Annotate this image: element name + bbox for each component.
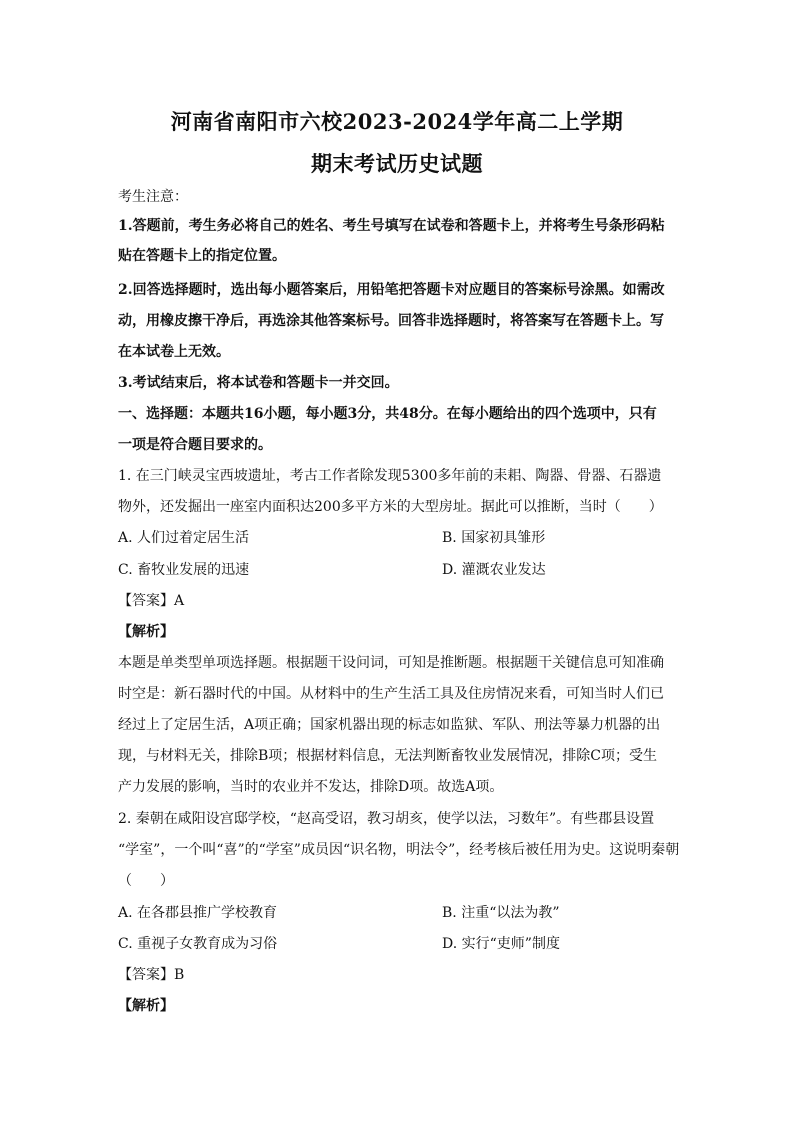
question-2-option-c: C. 重视子女教育成为习俗 <box>118 936 278 952</box>
question-1-analysis-line-1: 本题是单类型单项选择题。根据题干设问词，可知是推断题。根据题干关键信息可知准确 <box>118 655 664 671</box>
exam-title-line2: 期末考试历史试题 <box>311 151 483 176</box>
question-2-stem-line-1: 2. 秦朝在咸阳设宫邸学校，“赵高受诏，教习胡亥，使学以法，习数年”。有些郡县设置 <box>118 811 655 827</box>
question-1-analysis-label: 【解析】 <box>118 624 174 640</box>
question-2-analysis-label: 【解析】 <box>118 998 174 1014</box>
question-2-answer: 【答案】B <box>118 967 185 983</box>
question-1-analysis-line-4: 现，与材料无关，排除B项；根据材料信息，无法判断畜牧业发展情况，排除C项；受生 <box>118 748 657 764</box>
question-2-stem-line-2: “学室”，一个叫“喜”的“学室”成员因“识名物，明法令”，经考核后被任用为史。这说明秦朝 <box>118 842 680 858</box>
question-2-option-d: D. 实行“吏师”制度 <box>442 936 560 952</box>
question-1-answer: 【答案】A <box>118 593 185 609</box>
question-1-analysis-line-5: 产力发展的影响，当时的农业并不发达，排除D项。故选A项。 <box>118 779 504 795</box>
question-2-stem-line-3: （ ） <box>118 873 174 889</box>
question-1-analysis-line-2: 时空是：新石器时代的中国。从材料中的生产生活工具及住房情况来看，可知当时人们已 <box>118 686 664 702</box>
question-1-analysis-line-3: 经过上了定居生活，A项正确；国家机器出现的标志如监狱、军队、刑法等暴力机器的出 <box>118 717 661 733</box>
exam-title-line1: 河南省南阳市六校2023-2024学年高二上学期 <box>170 109 624 134</box>
notice-item-2-line-2: 动，用橡皮擦干净后，再选涂其他答案标号。回答非选择题时，将答案写在答题卡上。写 <box>118 313 664 329</box>
question-1-option-d: D. 灌溉农业发达 <box>442 562 546 578</box>
question-1-option-c: C. 畜牧业发展的迅速 <box>118 562 250 578</box>
notice-heading: 考生注意： <box>118 189 188 205</box>
notice-item-1-line-2: 贴在答题卡上的指定位置。 <box>118 248 286 264</box>
question-1-stem-line-2: 物外，还发掘出一座室内面积达200多平方米的大型房址。据此可以推断，当时（ ） <box>118 499 663 515</box>
section-1-heading-line-2: 一项是符合题目要求的。 <box>118 437 272 453</box>
notice-item-1-line-1: 1.答题前，考生务必将自己的姓名、考生号填写在试卷和答题卡上，并将考生号条形码粘 <box>118 218 665 234</box>
question-1-stem-line-1: 1. 在三门峡灵宝西坡遗址，考古工作者除发现5300多年前的耒耜、陶器、骨器、石器遗 <box>118 468 662 484</box>
notice-item-3: 3.考试结束后，将本试卷和答题卡一并交回。 <box>118 375 399 391</box>
question-1-option-b: B. 国家初具雏形 <box>442 530 546 546</box>
section-1-heading-line-1: 一、选择题：本题共16小题，每小题3分，共48分。在每小题给出的四个选项中，只有 <box>118 406 657 422</box>
question-1-option-a: A. 人们过着定居生活 <box>118 530 250 546</box>
question-2-option-a: A. 在各郡县推广学校教育 <box>118 905 278 921</box>
question-2-option-b: B. 注重“以法为教” <box>442 905 560 921</box>
notice-item-2-line-1: 2.回答选择题时，选出每小题答案后，用铅笔把答题卡对应题目的答案标号涂黑。如需改 <box>118 282 665 298</box>
notice-item-2-line-3: 在本试卷上无效。 <box>118 344 230 360</box>
